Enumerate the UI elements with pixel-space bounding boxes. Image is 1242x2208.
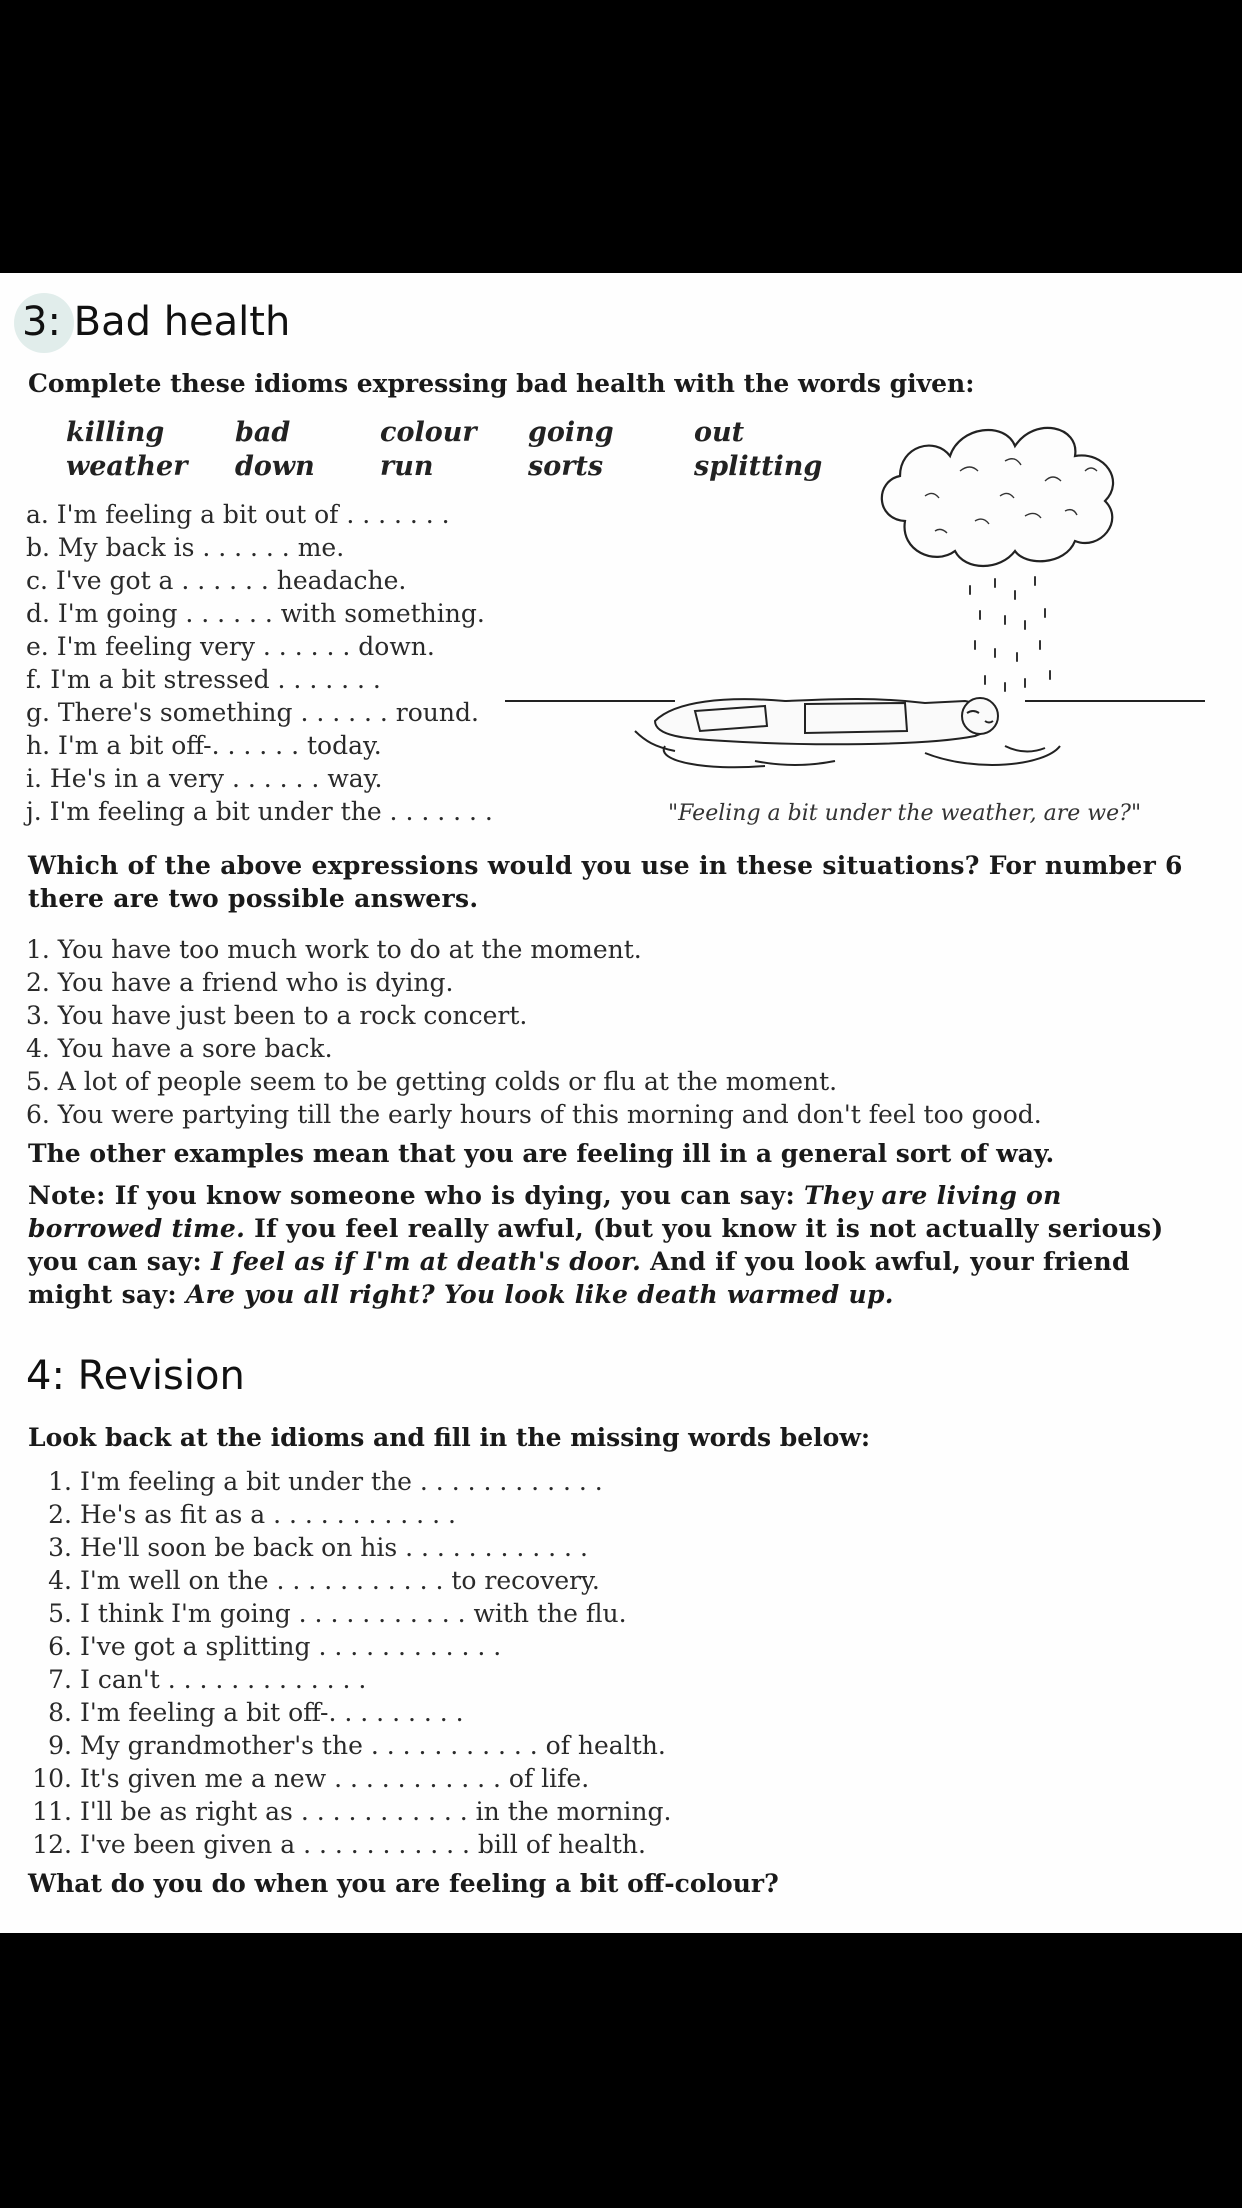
revision-text: I'm feeling a bit under the . . . . . . . . . . . . — [80, 1467, 603, 1496]
word-weather: weather — [66, 451, 188, 482]
idiom-sentence-i: i. He's in a very . . . . . . way. — [26, 764, 383, 793]
revision-text: I'm well on the . . . . . . . . . . . to recovery. — [80, 1566, 600, 1595]
note-text-3: And if you look awful, your friend might say: — [28, 1247, 1130, 1309]
revision-text: I'm feeling a bit off-. . . . . . . . . — [80, 1698, 464, 1727]
revision-number: 6. — [48, 1632, 72, 1661]
revision-text: I've been given a . . . . . . . . . . . bill of health. — [80, 1830, 646, 1859]
revision-number: 8. — [48, 1698, 72, 1727]
revision-number: 3. — [48, 1533, 72, 1562]
situation-1: 1. You have too much work to do at the moment. — [26, 935, 642, 964]
word-down: down — [235, 451, 315, 482]
final-question: What do you do when you are feeling a bit off-colour? — [28, 1869, 779, 1898]
revision-number: 5. — [48, 1599, 72, 1628]
idiom-sentence-d: d. I'm going . . . . . . with something. — [26, 599, 485, 628]
word-bad: bad — [235, 417, 291, 448]
section-3-title: 3: Bad health — [22, 299, 291, 345]
section-4-instruction: Look back at the idioms and fill in the missing words below: — [28, 1423, 871, 1452]
revision-text: It's given me a new . . . . . . . . . . . of life. — [80, 1764, 590, 1793]
revision-item-4 — [28, 1566, 600, 1595]
note-idiom-borrowed-time: They are living on borrowed time. — [28, 1181, 1062, 1243]
idiom-sentence-e: e. I'm feeling very . . . . . . down. — [26, 632, 435, 661]
word-sorts: sorts — [528, 451, 604, 482]
revision-text: I've got a splitting . . . . . . . . . . . . — [80, 1632, 502, 1661]
revision-number: 1. — [48, 1467, 72, 1496]
revision-item-2 — [28, 1500, 456, 1529]
note-idiom-deaths-door: I feel as if I'm at death's door. — [211, 1247, 642, 1276]
revision-number: 11. — [32, 1797, 72, 1826]
situation-2: 2. You have a friend who is dying. — [26, 968, 454, 997]
revision-item-7 — [28, 1665, 366, 1694]
revision-number: 7. — [48, 1665, 72, 1694]
section-3-instruction: Complete these idioms expressing bad health with the words given: — [28, 369, 975, 398]
idiom-sentence-h: h. I'm a bit off-. . . . . . today. — [26, 731, 382, 760]
idiom-sentence-a: a. I'm feeling a bit out of . . . . . . . — [26, 500, 450, 529]
rain-cloud-illustration — [505, 401, 1205, 781]
situation-6: 6. You were partying till the early hours of this morning and don't feel too good. — [26, 1100, 1042, 1129]
situation-4: 4. You have a sore back. — [26, 1034, 333, 1063]
situation-5: 5. A lot of people seem to be getting colds or flu at the moment. — [26, 1067, 838, 1096]
revision-text: I'll be as right as . . . . . . . . . . . in the morning. — [80, 1797, 672, 1826]
revision-text: I can't . . . . . . . . . . . . . — [80, 1665, 367, 1694]
word-splitting: splitting — [694, 451, 823, 482]
note-idiom-death-warmed-up: Are you all right? You look like death warmed up. — [185, 1280, 894, 1309]
idiom-sentence-c: c. I've got a . . . . . . headache. — [26, 566, 407, 595]
revision-item-8 — [28, 1698, 464, 1727]
death-idioms-note — [28, 1179, 1188, 1311]
idiom-sentence-b: b. My back is . . . . . . me. — [26, 533, 345, 562]
idiom-sentence-j: j. I'm feeling a bit under the . . . . . . . — [26, 797, 493, 826]
revision-item-6 — [28, 1632, 501, 1661]
illustration-caption: "Feeling a bit under the weather, are we?" — [668, 801, 1142, 826]
revision-item-10 — [28, 1764, 589, 1793]
revision-number: 10. — [32, 1764, 72, 1793]
idiom-sentence-g: g. There's something . . . . . . round. — [26, 698, 479, 727]
revision-item-3 — [28, 1533, 588, 1562]
other-examples-note: The other examples mean that you are feeling ill in a general sort of way. — [28, 1139, 1055, 1168]
revision-text: I think I'm going . . . . . . . . . . . with the flu. — [80, 1599, 627, 1628]
word-run: run — [380, 451, 434, 482]
word-out: out — [694, 417, 745, 448]
revision-text: He's as fit as a . . . . . . . . . . . . — [80, 1500, 456, 1529]
revision-item-9 — [28, 1731, 666, 1760]
revision-item-11 — [28, 1797, 671, 1826]
note-text-2: If you feel really awful, (but you know it is not actually serious) you can say: — [28, 1214, 1164, 1276]
revision-number: 9. — [48, 1731, 72, 1760]
revision-text: My grandmother's the . . . . . . . . . . . of health. — [80, 1731, 666, 1760]
word-colour: colour — [380, 417, 477, 448]
note-text-1: Note: If you know someone who is dying, you can say: — [28, 1181, 805, 1210]
revision-number: 4. — [48, 1566, 72, 1595]
revision-item-12 — [28, 1830, 646, 1859]
situation-3: 3. You have just been to a rock concert. — [26, 1001, 528, 1030]
section-4-title: 4: Revision — [26, 1353, 245, 1399]
idiom-sentence-f: f. I'm a bit stressed . . . . . . . — [26, 665, 381, 694]
revision-number: 12. — [32, 1830, 72, 1859]
revision-item-1 — [28, 1467, 603, 1496]
word-going: going — [528, 417, 614, 448]
situations-question: Which of the above expressions would you use in these situations? For number 6 there are two possible answers. — [28, 851, 1183, 913]
word-killing: killing — [66, 417, 165, 448]
revision-item-5 — [28, 1599, 627, 1628]
revision-text: He'll soon be back on his . . . . . . . . . . . . — [80, 1533, 588, 1562]
revision-number: 2. — [48, 1500, 72, 1529]
worksheet-page — [0, 273, 1242, 1933]
